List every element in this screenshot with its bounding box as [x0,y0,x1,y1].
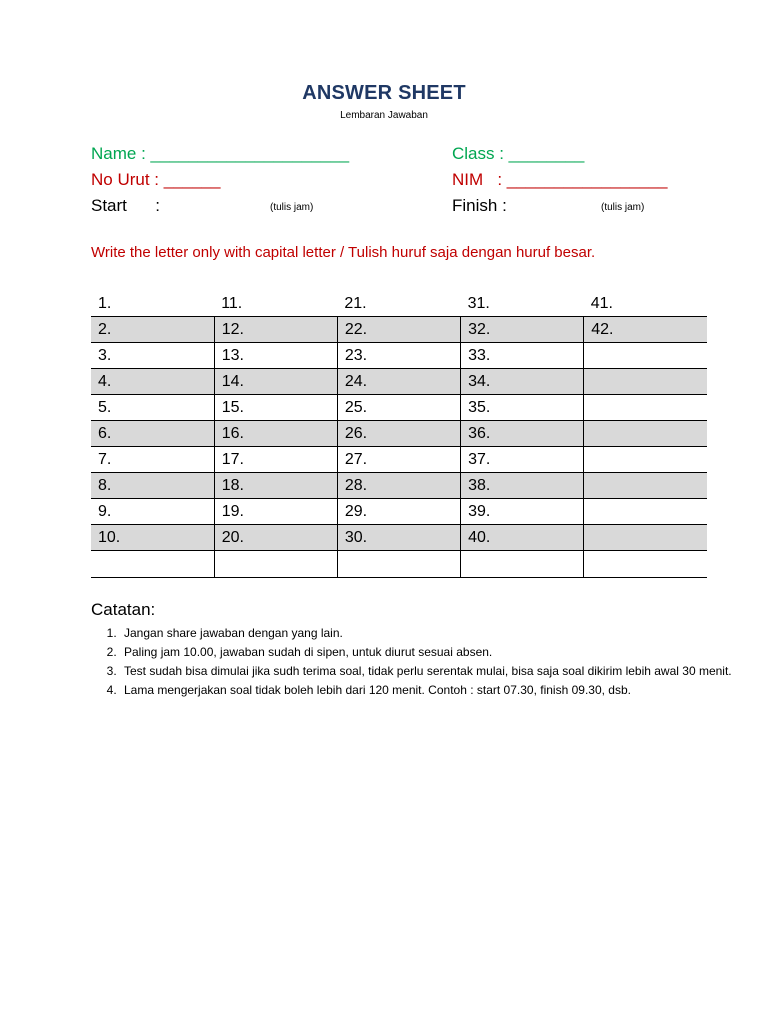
table-row [91,525,707,551]
answer-cell [584,395,707,421]
table-row [91,343,707,369]
answer-cell: 7. [91,447,214,473]
answer-cell: 23. [337,343,460,369]
answer-cell: 11. [214,291,337,317]
table-row [91,291,707,317]
note-item: 4. Lama mengerjakan soal tidak boleh lebih dari 120 menit. Contoh : start 07.30, finish 09.30, dsb. [120,681,736,700]
answer-cell: 15. [214,395,337,421]
class-field: Class : ________ [452,144,585,163]
table-row [91,395,707,421]
answer-cell: 30. [337,525,460,551]
table-row [91,499,707,525]
answer-cell [584,525,707,551]
answer-cell: 26. [337,421,460,447]
answer-cell: 19. [214,499,337,525]
table-row [91,447,707,473]
answer-cell [584,421,707,447]
answer-cell: 34. [461,369,584,395]
page-subtitle: Lembaran Jawaban [340,110,428,121]
table-row [91,317,707,343]
answer-cell: 39. [461,499,584,525]
answer-cell: 13. [214,343,337,369]
table-row [91,551,707,578]
answer-cell: 16. [214,421,337,447]
answer-cell: 6. [91,421,214,447]
notes-list [91,624,736,700]
answer-cell: 33. [461,343,584,369]
answer-cell: 41. [584,291,707,317]
answer-cell [91,551,214,578]
answer-grid [91,291,707,578]
nim-field: NIM : _________________ [452,170,668,189]
answer-cell: 28. [337,473,460,499]
answer-cell: 8. [91,473,214,499]
answer-cell: 4. [91,369,214,395]
answer-cell: 17. [214,447,337,473]
answer-cell: 37. [461,447,584,473]
answer-cell: 32. [461,317,584,343]
answer-cell: 29. [337,499,460,525]
answer-cell: 35. [461,395,584,421]
answer-cell [584,551,707,578]
answer-cell: 5. [91,395,214,421]
name-field: Name : _____________________ [91,144,350,163]
answer-cell: 1. [91,291,214,317]
answer-cell [584,499,707,525]
answer-cell [214,551,337,578]
answer-cell: 2. [91,317,214,343]
instruction-text: Write the letter only with capital letter / Tulish huruf saja dengan huruf besar. [91,244,596,261]
answer-cell [584,369,707,395]
answer-cell: 31. [461,291,584,317]
answer-cell [584,473,707,499]
page-title: ANSWER SHEET [302,82,466,104]
answer-cell: 25. [337,395,460,421]
finish-field: Finish : [452,196,507,215]
table-row [91,473,707,499]
answer-cell: 36. [461,421,584,447]
finish-hint: (tulis jam) [601,202,645,213]
answer-cell: 10. [91,525,214,551]
answer-cell: 20. [214,525,337,551]
answer-cell: 24. [337,369,460,395]
answer-cell: 9. [91,499,214,525]
note-item: 1. Jangan share jawaban dengan yang lain. [120,624,736,643]
answer-cell: 38. [461,473,584,499]
note-item: 2. Paling jam 10.00, jawaban sudah di sipen, untuk diurut sesuai absen. [120,643,736,662]
no-urut-field: No Urut : ______ [91,170,221,189]
answer-cell: 18. [214,473,337,499]
table-row [91,369,707,395]
note-item: 3. Test sudah bisa dimulai jika sudh terima soal, tidak perlu serentak mulai, bisa saja soal dikirim lebih awal 30 menit. [120,662,736,681]
answer-cell: 22. [337,317,460,343]
answer-cell: 40. [461,525,584,551]
answer-cell: 27. [337,447,460,473]
answer-cell: 14. [214,369,337,395]
answer-cell [337,551,460,578]
answer-cell [584,447,707,473]
answer-cell: 21. [337,291,460,317]
answer-cell [584,343,707,369]
answer-cell [461,551,584,578]
notes-title: Catatan: [91,600,156,619]
answer-cell: 3. [91,343,214,369]
table-row [91,421,707,447]
answer-cell: 42. [584,317,707,343]
start-hint: (tulis jam) [270,202,314,213]
answer-cell: 12. [214,317,337,343]
start-field: Start : [91,196,160,215]
